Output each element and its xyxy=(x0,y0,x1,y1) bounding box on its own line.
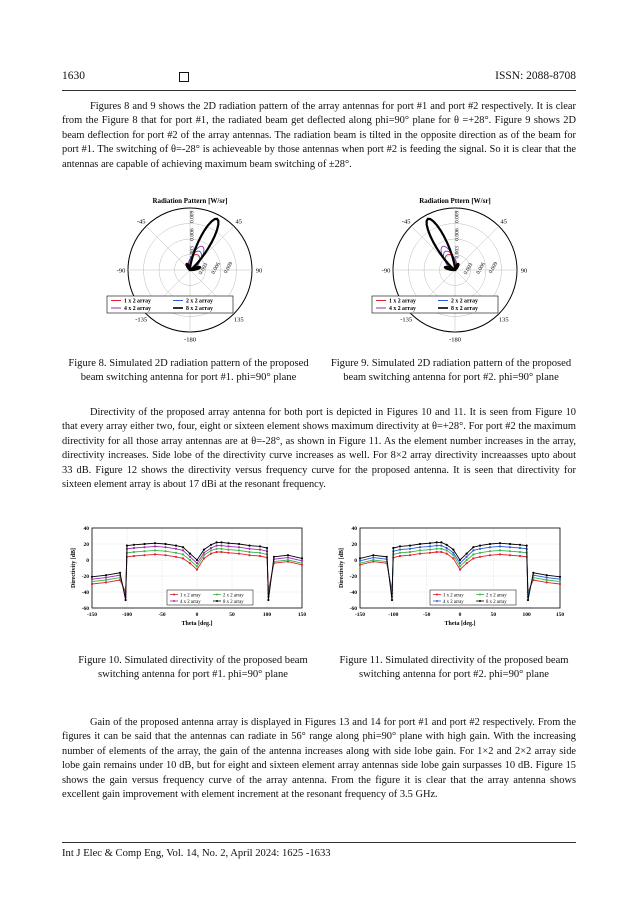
legend-marker xyxy=(173,594,175,596)
angle-tick-label: -45 xyxy=(136,218,146,226)
x-axis-label: Theta [deg.] xyxy=(181,621,213,627)
chart-title: Radiation Pttern [W/sr] xyxy=(419,197,491,205)
series-point xyxy=(399,549,401,551)
legend-label: 2 x 2 array xyxy=(186,298,213,305)
series-point xyxy=(287,554,289,556)
series-point xyxy=(227,542,229,544)
series-point xyxy=(532,572,534,574)
series-point xyxy=(440,541,442,543)
y-tick-label: 40 xyxy=(351,526,357,532)
series-point xyxy=(216,545,218,547)
series-point xyxy=(220,545,222,547)
y-tick-label: 20 xyxy=(83,542,89,548)
series-point xyxy=(189,553,191,555)
x-tick-label: 50 xyxy=(229,612,235,618)
footer-rule xyxy=(62,842,576,843)
legend-label: 2 x 2 array xyxy=(223,593,244,599)
series-point xyxy=(372,559,374,561)
series-point xyxy=(459,565,461,567)
x-axis-label: Theta [deg.] xyxy=(444,621,476,627)
series-point xyxy=(466,553,468,555)
x-tick-label: 100 xyxy=(262,612,272,618)
figure-10-caption: Figure 10. Simulated directivity of the proposed beam switching antenna for port #1. phi=90° plane xyxy=(78,655,308,680)
angle-tick-label: 45 xyxy=(235,218,243,226)
series-point xyxy=(175,545,177,547)
series-point xyxy=(446,549,448,551)
y-tick-label: -40 xyxy=(81,590,89,596)
series-point xyxy=(238,549,240,551)
angle-tick-label: -180 xyxy=(184,336,196,344)
x-tick-label: -150 xyxy=(86,612,98,618)
series-point xyxy=(189,562,191,564)
series-point xyxy=(509,546,511,548)
series-point xyxy=(399,545,401,547)
legend-label: 2 x 2 array xyxy=(451,298,478,305)
series-point xyxy=(559,581,561,583)
series-point xyxy=(509,554,511,556)
y-tick-label: -60 xyxy=(349,606,357,612)
y-tick-label: -40 xyxy=(349,590,357,596)
x-tick-label: -150 xyxy=(354,612,366,618)
series-point xyxy=(419,543,421,545)
series-point xyxy=(527,599,529,601)
series-point xyxy=(210,544,212,546)
radial-tick-label: 0.006 xyxy=(454,228,461,241)
figure-8-polar-chart xyxy=(80,192,295,352)
series-point xyxy=(91,583,93,585)
series-point xyxy=(259,552,261,554)
series-point xyxy=(238,553,240,555)
series-point xyxy=(301,562,303,564)
series-point xyxy=(143,546,145,548)
angle-tick-label: -135 xyxy=(135,316,148,324)
paragraph-2: Directivity of the proposed array antenna for both port is depicted in Figures 10 and 11. It is seen from Figure 10 that every array either two, four, eight or sixteen element shows maximum directivity at θ=+28°. For port #2 the maximum directivity for all those array antennas are at θ=-28°, as shown in Figure 11. As the element number increases in the array, directivity increases. Side lobe of the directivity curve increases as well. For 8×2 array directivity increaasses upto about 33 dB. Figure 12 shows the directivity versus frequency curve for the proposed antenna. It is seen that directivity for sixteen element array is about 17 dBi at the resonant frequency. xyxy=(62,407,576,491)
series-point xyxy=(216,541,218,543)
paragraph-3: Gain of the proposed antenna array is displayed in Figures 13 and 14 for port #1 and port #2 respectively. From the figures it can be said that the antennas can radiate in 56° range along phi=90° plane with high gain. With the increasing number of elements of the array, the gain of the antenna increases along with side lobe gain. For 1×2 and 2×2 array side lobe gain remains under 10 dB, but for eight and sixteen element array antennas side lobe gain surpasses 10 dB. Figure 15 shows the gain versus frequency curve of the array antenna. From the figure it is clear that the array antenna shows excellent gain improvement with element increment at the resonant frequency of 3.5 GHz. xyxy=(62,717,576,801)
series-point xyxy=(526,545,528,547)
series-point xyxy=(399,555,401,557)
series-point xyxy=(459,562,461,564)
series-point xyxy=(509,543,511,545)
x-tick-label: -100 xyxy=(121,612,133,618)
radial-tick-label: 0.006 xyxy=(189,228,196,241)
series-point xyxy=(203,557,205,559)
series-point xyxy=(409,545,411,547)
series-point xyxy=(559,576,561,578)
x-tick-label: 150 xyxy=(555,612,565,618)
chart-title: Radiation Pattern [W/sr] xyxy=(152,197,228,205)
series-point xyxy=(105,577,107,579)
series-point xyxy=(287,559,289,561)
series-point xyxy=(248,554,250,556)
y-tick-label: -20 xyxy=(81,574,89,580)
series-point xyxy=(452,557,454,559)
series-point xyxy=(519,551,521,553)
series-point xyxy=(386,556,388,558)
y-tick-label: -60 xyxy=(81,606,89,612)
series-point xyxy=(429,552,431,554)
pattern-series-4 xyxy=(427,219,459,270)
series-point xyxy=(429,549,431,551)
series-point xyxy=(143,554,145,556)
radial-tick-label: 0.003 xyxy=(189,246,196,259)
legend-label: 1 x 2 array xyxy=(180,593,201,599)
series-point xyxy=(489,543,491,545)
series-point xyxy=(472,549,474,551)
header-rule xyxy=(62,90,576,91)
legend-label: 1 x 2 array xyxy=(443,593,464,599)
series-point xyxy=(189,556,191,558)
series-point xyxy=(203,549,205,551)
series-point xyxy=(91,578,93,580)
series-point xyxy=(546,579,548,581)
series-point xyxy=(227,545,229,547)
legend-label: 4 x 2 array xyxy=(124,306,151,312)
series-point xyxy=(519,555,521,557)
series-point xyxy=(419,553,421,555)
series-point xyxy=(164,550,166,552)
series-point xyxy=(466,559,468,561)
series-point xyxy=(446,553,448,555)
series-point xyxy=(266,547,268,549)
x-tick-label: 50 xyxy=(490,612,497,618)
series-point xyxy=(519,544,521,546)
figure-11-caption: Figure 11. Simulated directivity of the proposed beam switching antenna for port #2. phi=90° plane xyxy=(339,655,569,680)
series-point xyxy=(499,553,501,555)
angle-tick-label: -90 xyxy=(116,267,126,275)
figure-9-caption: Figure 9. Simulated 2D radiation pattern of the proposed beam switching antenna for port #2. phi=90° plane xyxy=(330,358,572,383)
series-point xyxy=(359,557,361,559)
legend-label: 8 x 2 array xyxy=(451,306,478,312)
series-point xyxy=(175,556,177,558)
figure-11-line-chart xyxy=(330,518,580,638)
series-point xyxy=(154,542,156,544)
pattern-series-4 xyxy=(187,219,219,270)
series-point xyxy=(301,560,303,562)
series-point xyxy=(154,553,156,555)
legend-label: 1 x 2 array xyxy=(124,298,151,305)
y-axis-label: Directivity [dB] xyxy=(71,547,77,589)
series-point xyxy=(519,547,521,549)
radial-tick-label: 0.003 xyxy=(454,246,461,259)
series-point xyxy=(372,554,374,556)
angle-tick-label: 135 xyxy=(498,316,509,324)
series-point xyxy=(105,579,107,581)
legend-marker xyxy=(436,594,438,596)
series-point xyxy=(164,554,166,556)
legend-marker xyxy=(216,600,218,602)
series-point xyxy=(154,545,156,547)
x-tick-label: 0 xyxy=(458,612,462,618)
series-point xyxy=(391,599,393,601)
series-point xyxy=(546,581,548,583)
page-header xyxy=(62,70,576,86)
series-point xyxy=(164,543,166,545)
radial-tick-label: 0.006 xyxy=(210,261,222,276)
x-tick-label: -50 xyxy=(158,612,166,618)
series-point xyxy=(301,557,303,559)
series-point xyxy=(133,544,135,546)
radial-tick-label: 0.009 xyxy=(454,210,461,224)
series-point xyxy=(472,557,474,559)
series-point xyxy=(196,559,198,561)
series-point xyxy=(472,553,474,555)
series-point xyxy=(440,551,442,553)
y-axis-label: Directivity [dB] xyxy=(339,547,345,589)
series-point xyxy=(259,545,261,547)
series-point xyxy=(499,549,501,551)
y-tick-label: 40 xyxy=(83,526,89,532)
series-point xyxy=(196,565,198,567)
series-point xyxy=(419,549,421,551)
series-point xyxy=(419,546,421,548)
series-point xyxy=(489,546,491,548)
legend-label: 2 x 2 array xyxy=(486,593,507,599)
angle-tick-label: -180 xyxy=(449,336,461,344)
series-point xyxy=(509,550,511,552)
y-tick-label: 20 xyxy=(351,542,357,548)
series-point xyxy=(220,548,222,550)
series-point xyxy=(248,548,250,550)
legend-label: 8 x 2 array xyxy=(186,306,213,312)
series-point xyxy=(259,549,261,551)
legend-marker xyxy=(479,594,481,596)
legend-label: 4 x 2 array xyxy=(443,599,464,605)
series-point xyxy=(409,548,411,550)
angle-tick-label: 135 xyxy=(233,316,244,324)
series-point xyxy=(143,543,145,545)
series-point xyxy=(479,552,481,554)
series-point xyxy=(559,583,561,585)
paragraph-1: Figures 8 and 9 shows the 2D radiation pattern of the array antennas for port #1 and port #2 respectively. It is clear from the Figure 8 that for port #1, the radiated beam get deflected along phi=90° plane for θ =+28°. Figure 9 shows 2D beam deflection for port #2 of the array antennas. The radiation beam is tilted in the opposite direction as of the beam for port #1. The switching of θ=-28° is achieveable by those antennas when port #2 is feeding the signal. So it is clear that the antennas are capable of achieving maximum beam switching of ±28°. xyxy=(62,101,576,170)
series-point xyxy=(287,557,289,559)
series-point xyxy=(359,562,361,564)
series-point xyxy=(182,546,184,548)
series-point xyxy=(196,569,198,571)
series-point xyxy=(227,552,229,554)
series-point xyxy=(440,545,442,547)
figure-9-polar-chart xyxy=(345,192,560,352)
x-tick-label: -100 xyxy=(388,612,399,618)
polar-spoke xyxy=(146,226,190,270)
series-point xyxy=(119,572,121,574)
series-point xyxy=(259,555,261,557)
series-point xyxy=(133,551,135,553)
angle-tick-label: -135 xyxy=(400,316,413,324)
radial-tick-label: 0.009 xyxy=(488,261,500,275)
series-point xyxy=(559,578,561,580)
series-point xyxy=(546,574,548,576)
series-point xyxy=(399,552,401,554)
series-point xyxy=(105,581,107,583)
series-point xyxy=(446,547,448,549)
series-point xyxy=(466,556,468,558)
series-point xyxy=(359,560,361,562)
square-icon xyxy=(179,72,189,82)
series-point xyxy=(182,553,184,555)
radial-tick-label: 0.009 xyxy=(189,210,196,224)
series-point xyxy=(143,550,145,552)
series-point xyxy=(182,557,184,559)
series-point xyxy=(452,552,454,554)
series-point xyxy=(203,552,205,554)
series-point xyxy=(91,576,93,578)
series-point xyxy=(546,577,548,579)
radial-tick-label: 0.003 xyxy=(197,262,210,276)
series-point xyxy=(436,545,438,547)
series-point xyxy=(91,581,93,583)
series-point xyxy=(216,548,218,550)
angle-tick-label: 90 xyxy=(520,267,528,275)
series-point xyxy=(126,545,128,547)
series-point xyxy=(440,548,442,550)
series-point xyxy=(392,547,394,549)
series-point xyxy=(248,545,250,547)
series-point xyxy=(227,549,229,551)
series-point xyxy=(446,544,448,546)
series-point xyxy=(182,549,184,551)
series-point xyxy=(248,551,250,553)
series-point xyxy=(436,551,438,553)
series-point xyxy=(210,549,212,551)
angle-tick-label: 45 xyxy=(500,218,508,226)
radial-tick-label: 0.003 xyxy=(462,262,475,276)
series-point xyxy=(479,548,481,550)
page-number: 1630 xyxy=(62,70,85,82)
series-point xyxy=(479,545,481,547)
legend-label: 8 x 2 array xyxy=(486,599,507,605)
series-point xyxy=(489,550,491,552)
x-tick-label: 0 xyxy=(195,612,199,618)
legend-marker xyxy=(479,600,481,602)
series-point xyxy=(472,546,474,548)
issn-label: ISSN: 2088-8708 xyxy=(495,70,576,82)
series-point xyxy=(489,554,491,556)
series-point xyxy=(125,599,127,601)
series-point xyxy=(196,562,198,564)
series-point xyxy=(175,548,177,550)
series-point xyxy=(429,542,431,544)
series-point xyxy=(189,559,191,561)
series-point xyxy=(499,545,501,547)
angle-tick-label: 90 xyxy=(255,267,263,275)
series-point xyxy=(452,549,454,551)
figure-8-caption: Figure 8. Simulated 2D radiation pattern of the proposed beam switching antenna for port #1. phi=90° plane xyxy=(68,358,309,383)
y-tick-label: 0 xyxy=(86,558,89,564)
angle-tick-label: -90 xyxy=(381,267,391,275)
page-footer: Int J Elec & Comp Eng, Vol. 14, No. 2, April 2024: 1625 -1633 xyxy=(62,848,331,859)
series-point xyxy=(210,547,212,549)
legend-label: 1 x 2 array xyxy=(389,298,416,305)
series-point xyxy=(499,542,501,544)
series-point xyxy=(436,548,438,550)
series-point xyxy=(164,546,166,548)
series-point xyxy=(436,541,438,543)
series-point xyxy=(154,549,156,551)
series-point xyxy=(175,552,177,554)
series-point xyxy=(459,559,461,561)
angle-tick-label: -45 xyxy=(401,218,411,226)
series-point xyxy=(133,555,135,557)
series-point xyxy=(220,551,222,553)
y-tick-label: 0 xyxy=(354,558,357,564)
series-point xyxy=(409,551,411,553)
series-point xyxy=(133,547,135,549)
series-point xyxy=(273,556,275,558)
legend-marker xyxy=(216,594,218,596)
series-point xyxy=(372,557,374,559)
series-point xyxy=(216,551,218,553)
legend-label: 8 x 2 array xyxy=(223,599,244,605)
legend-marker xyxy=(173,600,175,602)
legend-label: 4 x 2 array xyxy=(180,599,201,605)
series-point xyxy=(105,574,107,576)
legend-label: 4 x 2 array xyxy=(389,306,416,312)
series-point xyxy=(429,545,431,547)
series-point xyxy=(479,556,481,558)
radial-tick-label: 0.006 xyxy=(475,261,487,276)
x-tick-label: 150 xyxy=(297,612,307,618)
series-point xyxy=(220,541,222,543)
radial-tick-label: 0.009 xyxy=(223,261,235,275)
figure-10-line-chart xyxy=(62,518,322,638)
series-point xyxy=(409,554,411,556)
series-point xyxy=(459,569,461,571)
series-point xyxy=(267,599,269,601)
x-tick-label: -50 xyxy=(422,612,431,618)
y-tick-label: -20 xyxy=(349,574,357,580)
series-point xyxy=(238,543,240,545)
series-point xyxy=(210,553,212,555)
series-point xyxy=(238,546,240,548)
x-tick-label: 100 xyxy=(522,612,531,618)
series-point xyxy=(466,562,468,564)
legend-marker xyxy=(436,600,438,602)
